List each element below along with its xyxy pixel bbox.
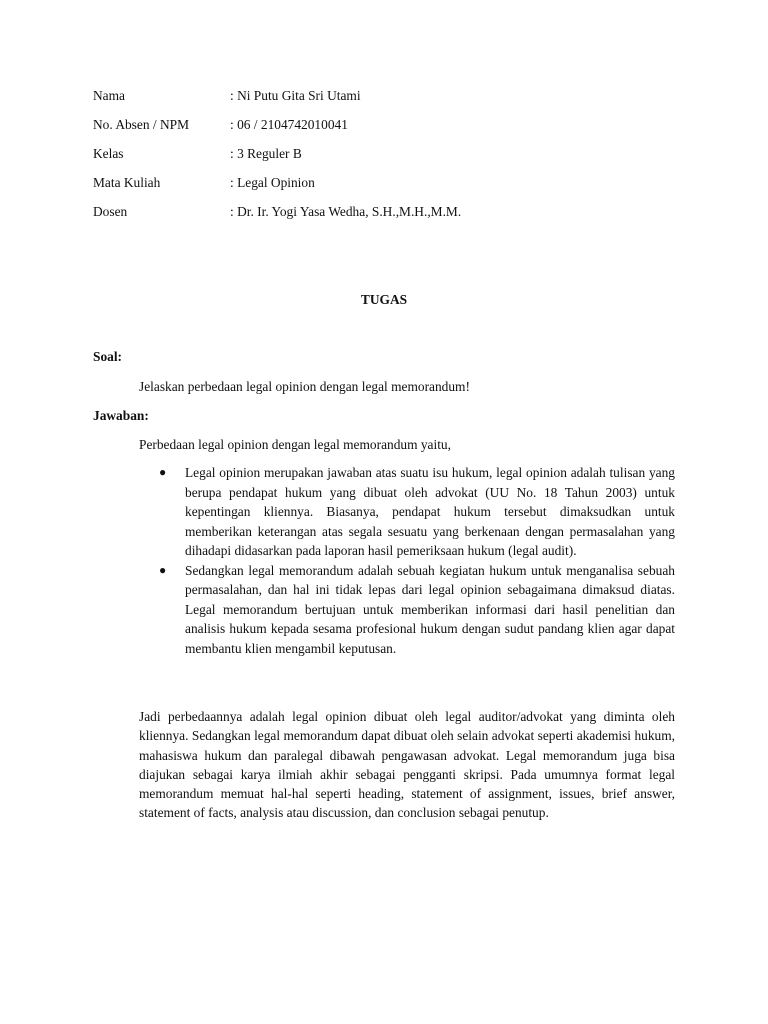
document-title: TUGAS xyxy=(360,292,408,307)
identity-label: Nama xyxy=(93,88,125,103)
identity-value: : 06 / 2104742010041 xyxy=(230,117,348,132)
identity-label: No. Absen / NPM xyxy=(93,117,189,132)
bullet-text: Sedangkan legal memorandum adalah sebuah kegiatan hukum untuk menganalisa sebuah permasalahan, dan hal ini tidak lepas dari legal opinion sebagaimana dimaksud diatas. Legal memorandum bertujuan untuk memberikan informasi dari hasil penelitian dan analisis hukum kepada sesama profesional hukum dengan sudut pandang klien agar dapat membantu klien mengambil keputusan. xyxy=(185,562,675,656)
bullet-icon: ● xyxy=(159,562,167,577)
identity-value: : Dr. Ir. Yogi Yasa Wedha, S.H.,M.H.,M.M. xyxy=(230,204,462,219)
soal-heading: Soal: xyxy=(93,349,123,364)
identity-value: : 3 Reguler B xyxy=(230,146,302,161)
identity-value: : Legal Opinion xyxy=(230,175,315,190)
conclusion-paragraph: Jadi perbedaannya adalah legal opinion dibuat oleh legal auditor/advokat yang diminta oleh kliennya. Sedangkan legal memorandum dapat dibuat oleh selain advokat seperti akademisi hukum, mahasiswa hukum dan paralegal dibawah pengawasan advokat. Legal memorandum juga bisa diajukan sebagai karya ilmiah akhir sebagai pengganti skripsi. Pada umumnya format legal memorandum memuat hal-hal seperti heading, statement of assignment, issues, brief answer, statement of facts, analysis atau discussion, dan conclusion sebagai penutup. xyxy=(139,709,675,821)
soal-question: Jelaskan perbedaan legal opinion dengan legal memorandum! xyxy=(139,379,470,394)
bullet-icon: ● xyxy=(159,465,167,479)
list-item xyxy=(139,463,675,561)
identity-label: Kelas xyxy=(93,146,124,161)
identity-label: Mata Kuliah xyxy=(93,175,161,190)
answer-bullet-list xyxy=(139,463,675,658)
identity-value: : Ni Putu Gita Sri Utami xyxy=(230,88,361,103)
identity-label: Dosen xyxy=(93,204,128,219)
list-item xyxy=(139,561,675,659)
bullet-text: Legal opinion merupakan jawaban atas suatu isu hukum, legal opinion adalah tulisan yang berupa pendapat hukum yang dibuat oleh advokat (UU No. 18 Tahun 2003) untuk kepentingan kliennya. Biasanya, pendapat hukum tersebut dimaksudkan untuk memberikan keterangan atas segala sesuatu yang berkenaan dengan permasalahan yang dihadapi didasarkan pada laporan hasil pemeriksaan hukum (legal audit). xyxy=(185,465,675,558)
jawaban-intro: Perbedaan legal opinion dengan legal memorandum yaitu, xyxy=(139,437,451,452)
jawaban-heading: Jawaban: xyxy=(93,408,149,423)
